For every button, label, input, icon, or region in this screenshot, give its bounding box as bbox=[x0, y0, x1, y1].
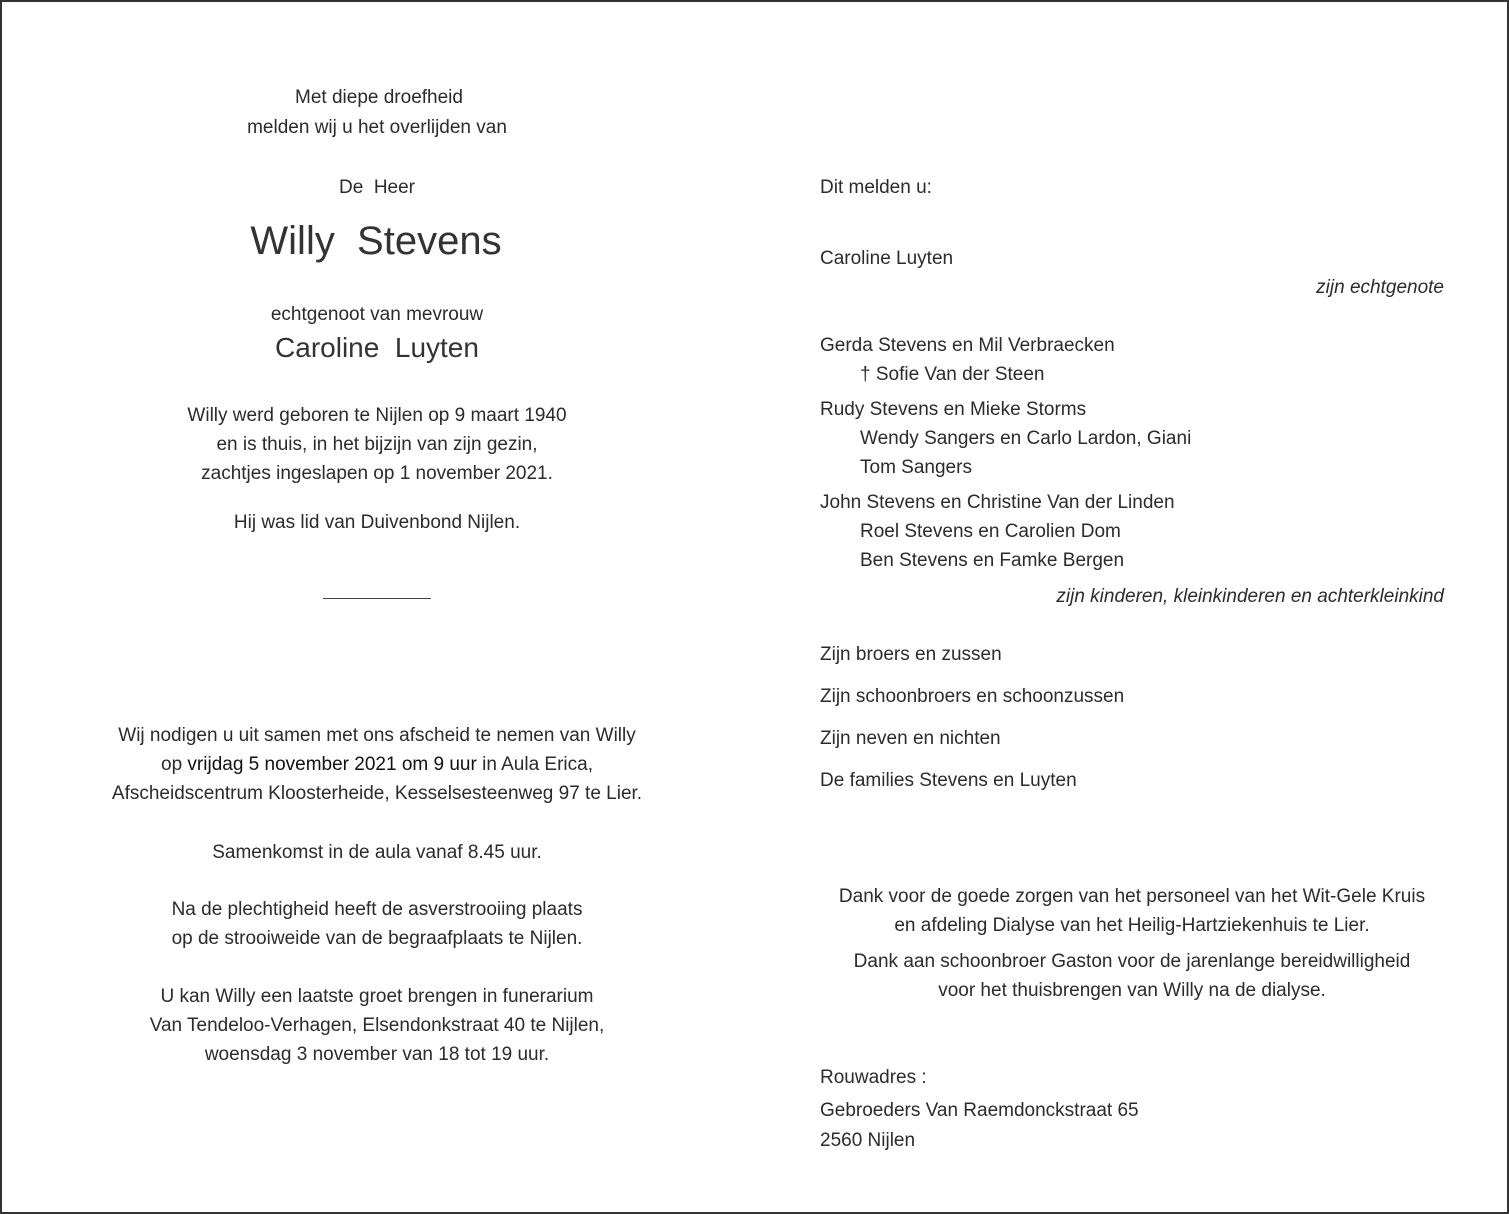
thanks-line-1: Dank voor de goede zorgen van het personeel van het Wit-Gele Kruis bbox=[838, 886, 1426, 907]
bio-line-3: zachtjes ingeslapen op 1 november 2021. bbox=[201, 463, 553, 484]
family-line: Tom Sangers bbox=[860, 457, 972, 478]
bio-line-1: Willy werd geboren te Nijlen op 9 maart 1940 bbox=[187, 405, 567, 426]
relatives-line: Zijn broers en zussen bbox=[820, 644, 1002, 665]
relatives-line: Zijn neven en nichten bbox=[820, 728, 1001, 749]
spouse-name: Caroline Luyten bbox=[275, 332, 479, 363]
membership: Hij was lid van Duivenbond Nijlen. bbox=[233, 512, 521, 533]
scatter-line-2: op de strooiweide van de begraafplaats te Nijlen. bbox=[171, 928, 583, 949]
intro-line-1: Met diepe droefheid bbox=[295, 87, 463, 108]
relatives-line: Zijn schoonbroers en schoonzussen bbox=[820, 686, 1125, 707]
thanks-line-2: en afdeling Dialyse van het Heilig-Hartziekenhuis te Lier. bbox=[894, 915, 1370, 936]
relatives-line: De families Stevens en Luyten bbox=[820, 770, 1077, 791]
visit-line-2: Van Tendeloo-Verhagen, Elsendonkstraat 40 te Nijlen, bbox=[149, 1015, 605, 1036]
family-line: † Sofie Van der Steen bbox=[860, 364, 1045, 385]
invite-line-1: Wij nodigen u uit samen met ons afscheid te nemen van Willy bbox=[118, 725, 636, 746]
invite-line-3: Afscheidscentrum Kloosterheide, Kesselsesteenweg 97 te Lier. bbox=[111, 783, 643, 804]
widow-name: Caroline Luyten bbox=[820, 248, 954, 269]
invite-line-2-post: in Aula Erica, bbox=[476, 754, 593, 775]
intro-line-2: melden wij u het overlijden van bbox=[247, 117, 507, 138]
family-line: Roel Stevens en Carolien Dom bbox=[860, 521, 1121, 542]
visit-line-3: woensdag 3 november van 18 tot 19 uur. bbox=[204, 1044, 550, 1065]
invite-line-2 bbox=[161, 754, 593, 776]
address-street: Gebroeders Van Raemdonckstraat 65 bbox=[820, 1100, 1139, 1121]
family-role: zijn kinderen, kleinkinderen en achterkleinkind bbox=[1056, 586, 1444, 607]
gathering-time: Samenkomst in de aula vanaf 8.45 uur. bbox=[212, 842, 542, 863]
family-line: Gerda Stevens en Mil Verbraecken bbox=[820, 335, 1115, 356]
visit-line-1: U kan Willy een laatste groet brengen in funerarium bbox=[160, 986, 594, 1007]
announce-heading: Dit melden u: bbox=[820, 177, 932, 198]
thanks-line-4: voor het thuisbrengen van Willy na de dialyse. bbox=[938, 980, 1326, 1001]
address-label: Rouwadres : bbox=[820, 1067, 927, 1088]
thanks-line-3: Dank aan schoonbroer Gaston voor de jarenlange bereidwilligheid bbox=[853, 951, 1411, 972]
bio-line-2: en is thuis, in het bijzijn van zijn gezin, bbox=[216, 434, 538, 455]
family-line: Wendy Sangers en Carlo Lardon, Giani bbox=[860, 428, 1192, 449]
deceased-name: Willy Stevens bbox=[250, 219, 502, 263]
family-line: Ben Stevens en Famke Bergen bbox=[860, 550, 1125, 571]
widow-role: zijn echtgenote bbox=[1316, 277, 1444, 298]
separator-line bbox=[323, 598, 431, 599]
spouse-intro: echtgenoot van mevrouw bbox=[270, 304, 484, 325]
family-line: John Stevens en Christine Van der Linden bbox=[820, 492, 1175, 513]
family-line: Rudy Stevens en Mieke Storms bbox=[820, 399, 1087, 420]
address-city: 2560 Nijlen bbox=[820, 1130, 916, 1151]
invite-line-2-pre: op bbox=[161, 754, 188, 775]
salutation: De Heer bbox=[338, 177, 416, 198]
ceremony-datetime: vrijdag 5 november 2021 om 9 uur bbox=[187, 754, 477, 775]
scatter-line-1: Na de plechtigheid heeft de asverstrooiing plaats bbox=[171, 899, 583, 920]
